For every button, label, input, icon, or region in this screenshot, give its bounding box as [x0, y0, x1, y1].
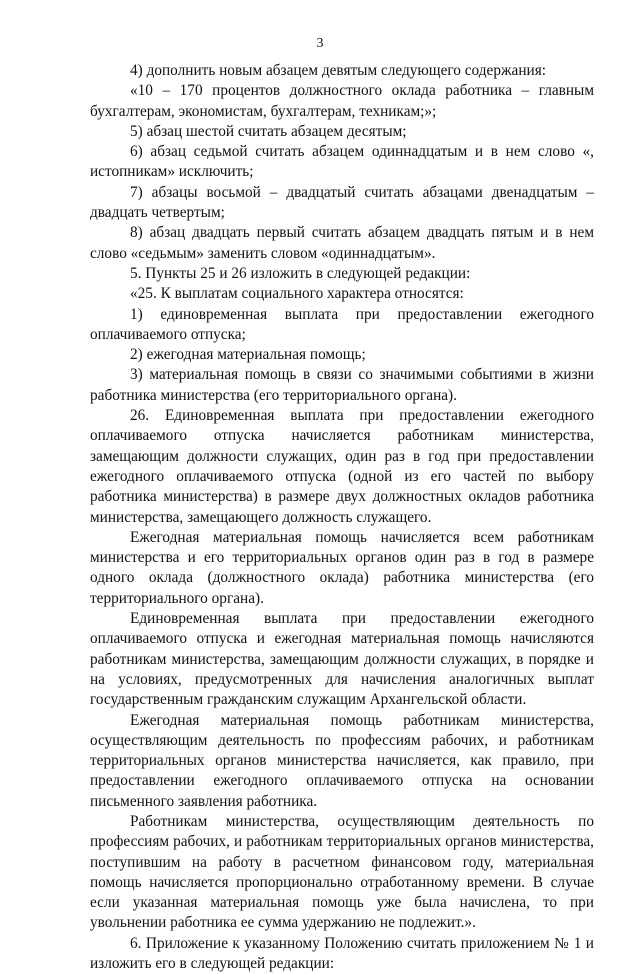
paragraph: Единовременная выплата при предоставлении ежегодного оплачиваемого отпуска и ежегодная материальная помощь начисляются работникам министерства, замещающим должности служащих, в порядке и на условиях, предусмотренных для начисления аналогичных выплат государственным гражданским служащим Архангельской области.	[90, 610, 594, 709]
paragraph: 2) ежегодная материальная помощь;	[130, 346, 366, 364]
paragraph: «25. К выплатам социального характера относятся:	[130, 285, 464, 303]
paragraph: 7) абзацы восьмой – двадцатый считать абзацами двенадцатым – двадцать четвертым;	[90, 183, 594, 222]
paragraph: «10 – 170 процентов должностного оклада работника – главным бухгалтерам, экономистам, бухгалтерам, техникам;»;	[90, 82, 594, 120]
paragraph: 3) материальная помощь в связи со значимыми событиями в жизни работника министерства (его территориального органа).	[90, 366, 594, 404]
paragraph: Работникам министерства, осуществляющим деятельность по профессиям рабочих, и работникам территориальных органов министерства, поступившим на работу в расчетном финансовом году, материальная помощь начисляется пропорционально отработанному времени. В случае если указанная материальная помощь уже была начислена, то при увольнении работника ее сумма удержанию не подлежит.».	[90, 812, 594, 932]
paragraph: 8) абзац двадцать первый считать абзацем двадцать пятым и в нем слово «седьмым» заменить словом «одиннадцатым».	[90, 224, 594, 262]
paragraph: 6) абзац седьмой считать абзацем одиннадцатым и в нем слово «, истопникам» исключить;	[90, 143, 594, 181]
paragraph: Ежегодная материальная помощь работникам министерства, осуществляющим деятельность по профессиям рабочих, и работникам территориальных органов министерства начисляется, как правило, при предоставлении ежегодного оплачиваемого отпуска на основании письменного заявления работника.	[90, 711, 594, 810]
paragraph: 26. Единовременная выплата при предоставлении ежегодного оплачиваемого отпуска начисляется работникам министерства, замещающим должности служащих, один раз в год при предоставлении ежегодного оплачиваемого отпуска (одной из его частей по выбору работника министерства) в размере двух должностных окладов работника министерства, замещающего должность служащего.	[90, 407, 594, 526]
paragraph: 1) единовременная выплата при предоставлении ежегодного оплачиваемого отпуска;	[90, 305, 594, 343]
paragraph: Ежегодная материальная помощь начисляется всем работникам министерства и его территориальных органов один раз в год в размере одного оклада (должностного оклада) работника министерства (его территориального органа).	[90, 528, 594, 607]
paragraph: 6. Приложение к указанному Положению считать приложением № 1 и изложить его в следующей редакции:	[90, 934, 594, 973]
paragraph: 5) абзац шестой считать абзацем десятым;	[130, 122, 407, 140]
document-body	[90, 61, 594, 974]
paragraph: 5. Пункты 25 и 26 изложить в следующей редакции:	[130, 264, 471, 282]
page-number: 3	[316, 36, 324, 51]
paragraph: 4) дополнить новым абзацем девятым следующего содержания:	[130, 62, 546, 79]
